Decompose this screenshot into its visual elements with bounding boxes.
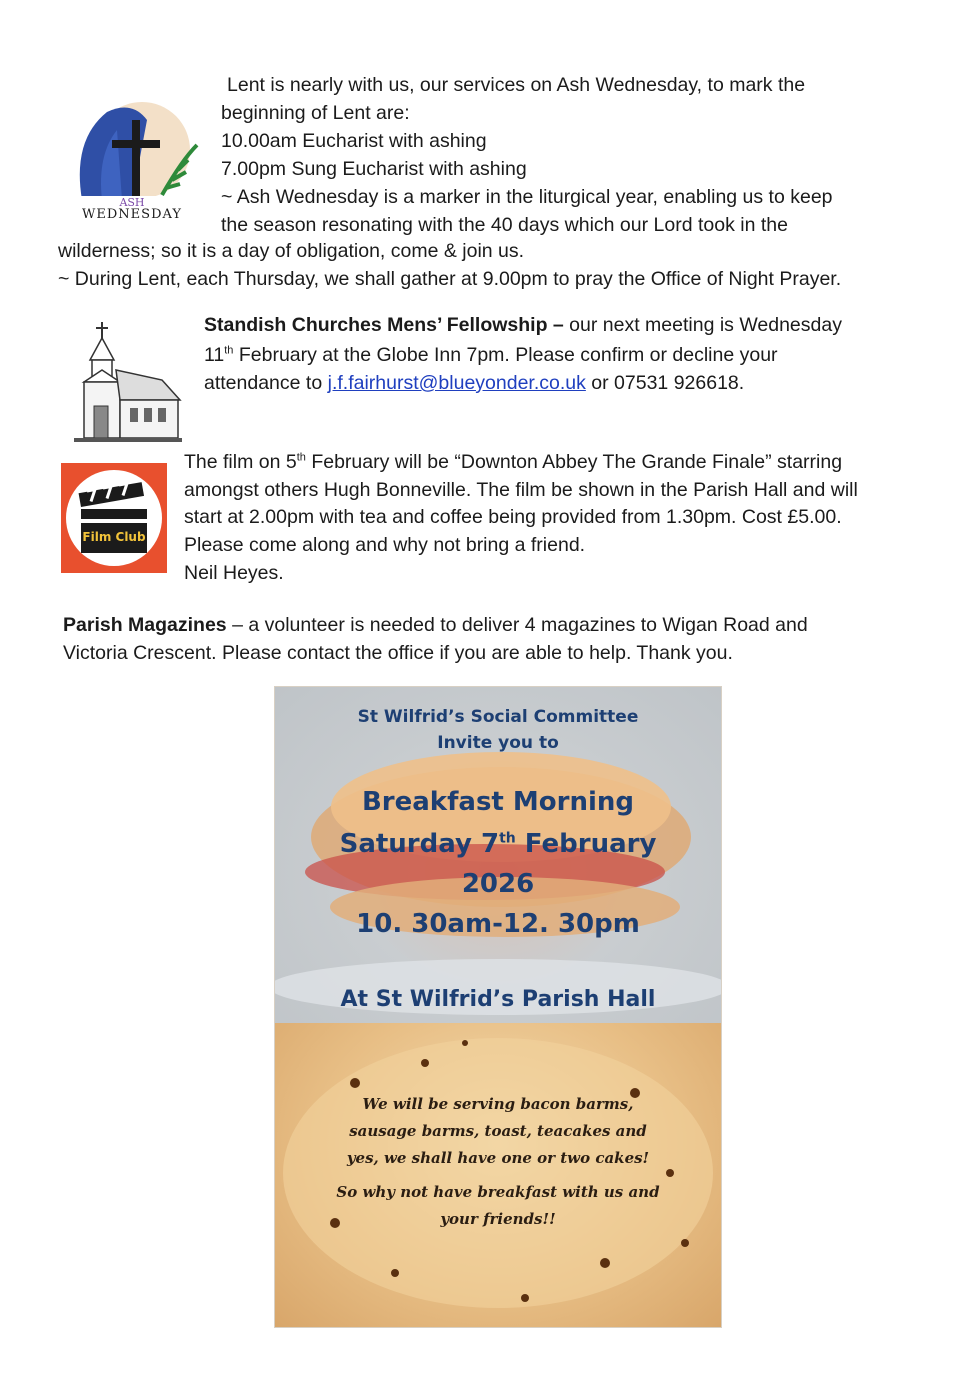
mens-date-sup: th [224,344,234,357]
flyer-teacake-photo [275,1023,721,1327]
ash-line-5: ~ Ash Wednesday is a marker in the liturgical year, enabling us to keep [221,186,833,208]
email-link[interactable]: j.f.fairhurst@blueyonder.co.uk [327,372,586,394]
film-line-3: start at 2.00pm with tea and coffee being provided from 1.30pm. Cost £5.00. [184,506,842,528]
flyer-committee: St Wilfrid’s Social Committee [357,707,639,727]
film-signature: Neil Heyes. [184,562,284,584]
flyer-bacon-barm-photo [275,687,721,1023]
ash-line-2: beginning of Lent are: [221,102,410,124]
film-text [0,449,980,589]
flyer-date-post: February [515,829,657,859]
magazines-title: Parish Magazines [63,614,227,636]
film-date-sup: th [296,451,306,464]
parish-magazines-text [0,612,980,668]
ash-line-8: ~ During Lent, each Thursday, we shall gather at 9.00pm to pray the Office of Night Prayer. [58,268,842,290]
flyer-invite: Invite you to [437,733,559,753]
flyer-date-sup: th [499,830,516,847]
flyer-time: 10. 30am-12. 30pm [356,909,640,939]
wednesday-icon-label: WEDNESDAY [82,207,182,222]
magazines-line-2: Victoria Crescent. Please contact the office if you are able to help. Thank you. [63,642,733,664]
ash-icon-label: ASH [119,196,145,209]
ash-line-7: wilderness; so it is a day of obligation, come & join us. [58,240,525,262]
flyer-menu-line-1: We will be serving bacon barms, [362,1095,634,1113]
mens-line-2-rest: February at the Globe Inn 7pm. Please confirm or decline your [233,344,778,366]
ash-line-3: 10.00am Eucharist with ashing [221,130,487,152]
film-line-1-rest: February will be “Downton Abbey The Grande Finale” starring [305,451,843,473]
mens-line-1-rest: our next meeting is Wednesday [563,314,842,336]
film-line-1-pre: The film on 5 [184,451,297,473]
mens-date-num: 11 [204,344,225,366]
flyer-event-title: Breakfast Morning [361,787,635,817]
magazines-line-1 [63,612,808,638]
mens-title: Standish Churches Mens’ Fellowship – [204,314,564,336]
flyer-menu-line-3: yes, we shall have one or two cakes! [346,1149,650,1167]
film-line-1 [184,449,842,475]
flyer-menu-line-2: sausage barms, toast, teacakes and [349,1122,647,1140]
mens-line-2 [204,342,778,368]
mens-phone: or 07531 926618. [585,372,745,394]
flyer-year: 2026 [461,869,535,899]
ash-line-4: 7.00pm Sung Eucharist with ashing [221,158,527,180]
ash-line-6: the season resonating with the 40 days which our Lord took in the [221,214,788,236]
ash-line-1: Lent is nearly with us, our services on Ash Wednesday, to mark the [227,74,806,96]
ash-wednesday-text [0,72,980,294]
film-line-2: amongst others Hugh Bonneville. The film be shown in the Parish Hall and will [184,479,858,501]
mens-line-3 [204,370,744,396]
flyer-closing-line-1: So why not have breakfast with us and [336,1183,660,1201]
magazines-line-1-rest: – a volunteer is needed to deliver 4 magazines to Wigan Road and [226,614,808,636]
film-club-label: Film Club [82,530,146,544]
flyer-date-pre: Saturday 7 [339,829,500,859]
film-line-4: Please come along and why not bring a friend. [184,534,586,556]
teacake-illustration [275,1023,721,1327]
mens-line-1 [204,312,842,338]
breakfast-flyer [274,686,722,1328]
mens-fellowship-text [0,312,980,398]
flyer-closing-line-2: your friends!! [440,1210,556,1228]
flyer-date [275,829,721,859]
mens-line-3-pre: attendance to [204,372,328,394]
flyer-venue: At St Wilfrid’s Parish Hall [340,987,656,1012]
